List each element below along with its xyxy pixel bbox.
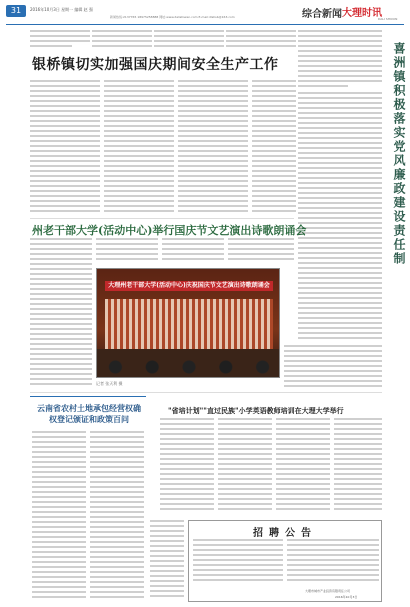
- land-rights-article: [30, 396, 146, 604]
- article-body-top-3: [154, 30, 224, 48]
- date-line: 2016年10月3日 星期一 编辑 赵 强: [30, 7, 93, 12]
- headline-teacher-training: "省培计划""直过民族"小学英语教师培训在大理大学举行: [168, 406, 344, 415]
- article-3-column-2: [218, 418, 272, 514]
- section-divider: [30, 218, 294, 219]
- notice-column-2: [287, 539, 379, 587]
- notice-organization: 大理市城市产业投资有限责任公司: [305, 589, 351, 593]
- article-body-top-4: [226, 30, 296, 48]
- land-rights-column-2: [90, 431, 144, 601]
- lower-divider: [30, 392, 382, 393]
- choir-group: [105, 299, 273, 349]
- stage-banner: 大理州老干部大学(活动中心)庆祝国庆节文艺演出诗歌朗诵会: [105, 281, 273, 291]
- header-divider: [6, 24, 404, 25]
- notice-date: 2016年10月3日: [335, 595, 358, 599]
- article-2-column-1: [30, 238, 92, 388]
- article-right-column: [298, 92, 382, 342]
- article-right-lower: [284, 345, 382, 393]
- vertical-headline: 喜洲镇积极落实党风廉政建设责任制: [392, 42, 406, 266]
- article-body-top-right: [298, 30, 382, 90]
- section-name: 综合新闻: [302, 9, 342, 20]
- article-body-top-left: [30, 30, 90, 48]
- article-3-column-4: [334, 418, 382, 514]
- headline-cultural-performance: 州老干部大学(活动中心)举行国庆节文艺演出诗歌朗诵会: [32, 224, 307, 237]
- page-number: 31: [6, 5, 26, 17]
- photo-caption: 记者 张天利 摄: [96, 381, 123, 386]
- notice-column-1: [193, 539, 283, 587]
- headline-safety-production: 银桥镇切实加强国庆期间安全生产工作: [32, 57, 279, 73]
- land-rights-title: 云南省农村土地承包经营权确权登记颁证和政策百问: [37, 403, 141, 424]
- article-3-column-1: [160, 418, 214, 514]
- article-body-top-2: [92, 30, 152, 48]
- recruitment-notice: [188, 520, 382, 602]
- article-2-column-4: [228, 238, 294, 266]
- article-2-column-3: [162, 238, 224, 266]
- performance-photo: [96, 268, 280, 378]
- article-1-column-4: [252, 80, 296, 215]
- contact-line: 新闻热线:2137765 18975258888 网址:www.dalishiwen.com E-mail:dlshsb@163.com: [110, 15, 235, 19]
- newspaper-brand: 大理时讯: [342, 8, 382, 19]
- land-rights-column-1: [32, 431, 86, 601]
- article-1-column-1: [30, 80, 100, 215]
- newspaper-brand-latin: DALI SHIXUN: [378, 17, 398, 21]
- article-3-column-3: [276, 418, 330, 514]
- side-notice-text: [150, 520, 184, 602]
- audience: [97, 349, 280, 378]
- notice-title: 招聘公告: [253, 528, 317, 539]
- article-2-column-2: [96, 238, 158, 266]
- article-1-column-2: [104, 80, 174, 215]
- article-1-column-3: [178, 80, 248, 215]
- page-header: [6, 4, 404, 26]
